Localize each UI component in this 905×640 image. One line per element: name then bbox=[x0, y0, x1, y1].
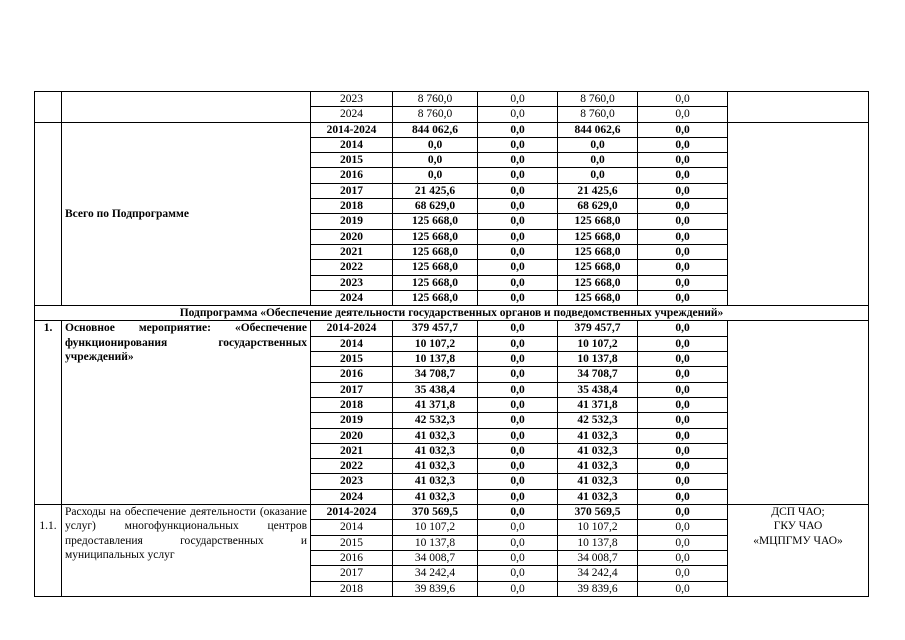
total-cell: 35 438,4 bbox=[393, 382, 478, 397]
regional-cell: 125 668,0 bbox=[558, 244, 638, 259]
federal-cell: 0,0 bbox=[478, 199, 558, 214]
regional-cell: 41 032,3 bbox=[558, 443, 638, 458]
regional-cell: 41 032,3 bbox=[558, 489, 638, 504]
other-cell: 0,0 bbox=[638, 122, 728, 137]
year-cell: 2017 bbox=[311, 566, 393, 581]
total-cell: 0,0 bbox=[393, 153, 478, 168]
federal-cell: 0,0 bbox=[478, 428, 558, 443]
federal-cell: 0,0 bbox=[478, 489, 558, 504]
federal-cell: 0,0 bbox=[478, 168, 558, 183]
federal-cell: 0,0 bbox=[478, 107, 558, 122]
federal-cell: 0,0 bbox=[478, 535, 558, 550]
federal-cell: 0,0 bbox=[478, 229, 558, 244]
year-cell: 2018 bbox=[311, 397, 393, 412]
regional-cell: 68 629,0 bbox=[558, 199, 638, 214]
total-cell: 41 032,3 bbox=[393, 474, 478, 489]
responsible-line: «МЦПГМУ ЧАО» bbox=[753, 534, 843, 547]
year-cell: 2016 bbox=[311, 168, 393, 183]
year-cell: 2015 bbox=[311, 153, 393, 168]
other-cell: 0,0 bbox=[638, 168, 728, 183]
total-cell: 34 008,7 bbox=[393, 550, 478, 565]
federal-cell: 0,0 bbox=[478, 214, 558, 229]
year-cell: 2014 bbox=[311, 137, 393, 152]
other-cell: 0,0 bbox=[638, 107, 728, 122]
other-cell: 0,0 bbox=[638, 229, 728, 244]
federal-cell: 0,0 bbox=[478, 153, 558, 168]
year-cell: 2023 bbox=[311, 474, 393, 489]
regional-cell: 41 371,8 bbox=[558, 397, 638, 412]
responsible-cell bbox=[728, 505, 869, 597]
other-cell: 0,0 bbox=[638, 505, 728, 520]
federal-cell: 0,0 bbox=[478, 122, 558, 137]
federal-cell: 0,0 bbox=[478, 137, 558, 152]
activity-number: 1. bbox=[35, 321, 62, 505]
total-cell: 34 708,7 bbox=[393, 367, 478, 382]
federal-cell: 0,0 bbox=[478, 520, 558, 535]
total-cell: 21 425,6 bbox=[393, 183, 478, 198]
section-row bbox=[35, 306, 869, 321]
table-row bbox=[35, 122, 869, 137]
regional-cell: 844 062,6 bbox=[558, 122, 638, 137]
federal-cell: 0,0 bbox=[478, 183, 558, 198]
year-cell: 2020 bbox=[311, 229, 393, 244]
year-cell: 2015 bbox=[311, 535, 393, 550]
other-cell: 0,0 bbox=[638, 474, 728, 489]
number-cell bbox=[35, 92, 62, 123]
total-cell: 68 629,0 bbox=[393, 199, 478, 214]
other-cell: 0,0 bbox=[638, 290, 728, 305]
regional-cell: 125 668,0 bbox=[558, 290, 638, 305]
total-cell: 370 569,5 bbox=[393, 505, 478, 520]
total-cell: 379 457,7 bbox=[393, 321, 478, 336]
regional-cell: 39 839,6 bbox=[558, 581, 638, 596]
other-cell: 0,0 bbox=[638, 382, 728, 397]
year-cell: 2019 bbox=[311, 413, 393, 428]
federal-cell: 0,0 bbox=[478, 92, 558, 107]
total-cell: 10 137,8 bbox=[393, 352, 478, 367]
year-cell: 2014 bbox=[311, 336, 393, 351]
other-cell: 0,0 bbox=[638, 566, 728, 581]
regional-cell: 0,0 bbox=[558, 137, 638, 152]
responsible-cell bbox=[728, 321, 869, 505]
other-cell: 0,0 bbox=[638, 199, 728, 214]
federal-cell: 0,0 bbox=[478, 443, 558, 458]
year-cell: 2018 bbox=[311, 581, 393, 596]
federal-cell: 0,0 bbox=[478, 260, 558, 275]
year-cell: 2024 bbox=[311, 489, 393, 504]
federal-cell: 0,0 bbox=[478, 459, 558, 474]
regional-cell: 379 457,7 bbox=[558, 321, 638, 336]
year-cell: 2021 bbox=[311, 244, 393, 259]
section-title: Подпрограмма «Обеспечение деятельности государственных органов и подведомственных учреждений» bbox=[35, 306, 869, 321]
regional-cell: 0,0 bbox=[558, 168, 638, 183]
federal-cell: 0,0 bbox=[478, 413, 558, 428]
table-row bbox=[35, 92, 869, 107]
regional-cell: 125 668,0 bbox=[558, 260, 638, 275]
federal-cell: 0,0 bbox=[478, 550, 558, 565]
responsible-cell bbox=[728, 92, 869, 123]
other-cell: 0,0 bbox=[638, 489, 728, 504]
federal-cell: 0,0 bbox=[478, 474, 558, 489]
total-cell: 41 032,3 bbox=[393, 428, 478, 443]
total-cell: 42 532,3 bbox=[393, 413, 478, 428]
federal-cell: 0,0 bbox=[478, 275, 558, 290]
total-cell: 125 668,0 bbox=[393, 244, 478, 259]
other-cell: 0,0 bbox=[638, 321, 728, 336]
total-cell: 844 062,6 bbox=[393, 122, 478, 137]
total-cell: 41 032,3 bbox=[393, 489, 478, 504]
year-cell: 2014-2024 bbox=[311, 122, 393, 137]
year-cell: 2024 bbox=[311, 107, 393, 122]
total-cell: 125 668,0 bbox=[393, 260, 478, 275]
year-cell: 2016 bbox=[311, 367, 393, 382]
regional-cell: 8 760,0 bbox=[558, 107, 638, 122]
year-cell: 2014 bbox=[311, 520, 393, 535]
other-cell: 0,0 bbox=[638, 535, 728, 550]
table-row bbox=[35, 505, 869, 520]
federal-cell: 0,0 bbox=[478, 505, 558, 520]
federal-cell: 0,0 bbox=[478, 336, 558, 351]
regional-cell: 41 032,3 bbox=[558, 428, 638, 443]
year-cell: 2023 bbox=[311, 275, 393, 290]
federal-cell: 0,0 bbox=[478, 367, 558, 382]
regional-cell: 34 008,7 bbox=[558, 550, 638, 565]
regional-cell: 0,0 bbox=[558, 153, 638, 168]
total-cell: 34 242,4 bbox=[393, 566, 478, 581]
total-cell: 125 668,0 bbox=[393, 275, 478, 290]
other-cell: 0,0 bbox=[638, 244, 728, 259]
total-cell: 0,0 bbox=[393, 168, 478, 183]
year-cell: 2015 bbox=[311, 352, 393, 367]
other-cell: 0,0 bbox=[638, 214, 728, 229]
regional-cell: 10 137,8 bbox=[558, 535, 638, 550]
other-cell: 0,0 bbox=[638, 550, 728, 565]
total-cell: 125 668,0 bbox=[393, 229, 478, 244]
regional-cell: 370 569,5 bbox=[558, 505, 638, 520]
activity-number: 1.1. bbox=[35, 505, 62, 597]
regional-cell: 125 668,0 bbox=[558, 214, 638, 229]
year-cell: 2016 bbox=[311, 550, 393, 565]
total-cell: 8 760,0 bbox=[393, 107, 478, 122]
other-cell: 0,0 bbox=[638, 428, 728, 443]
year-cell: 2022 bbox=[311, 459, 393, 474]
year-cell: 2019 bbox=[311, 214, 393, 229]
other-cell: 0,0 bbox=[638, 153, 728, 168]
table-body bbox=[35, 92, 869, 597]
number-cell bbox=[35, 122, 62, 306]
other-cell: 0,0 bbox=[638, 397, 728, 412]
regional-cell: 10 107,2 bbox=[558, 520, 638, 535]
year-cell: 2020 bbox=[311, 428, 393, 443]
regional-cell: 34 242,4 bbox=[558, 566, 638, 581]
other-cell: 0,0 bbox=[638, 443, 728, 458]
federal-cell: 0,0 bbox=[478, 290, 558, 305]
total-cell: 8 760,0 bbox=[393, 92, 478, 107]
budget-table bbox=[34, 91, 869, 597]
federal-cell: 0,0 bbox=[478, 382, 558, 397]
other-cell: 0,0 bbox=[638, 275, 728, 290]
year-cell: 2021 bbox=[311, 443, 393, 458]
total-cell: 41 032,3 bbox=[393, 443, 478, 458]
federal-cell: 0,0 bbox=[478, 581, 558, 596]
other-cell: 0,0 bbox=[638, 137, 728, 152]
responsible-line: ГКУ ЧАО bbox=[773, 520, 823, 533]
regional-cell: 10 137,8 bbox=[558, 352, 638, 367]
year-cell: 2017 bbox=[311, 183, 393, 198]
year-cell: 2017 bbox=[311, 382, 393, 397]
total-cell: 10 107,2 bbox=[393, 520, 478, 535]
regional-cell: 125 668,0 bbox=[558, 275, 638, 290]
other-cell: 0,0 bbox=[638, 260, 728, 275]
other-cell: 0,0 bbox=[638, 183, 728, 198]
description-cell bbox=[62, 92, 311, 123]
federal-cell: 0,0 bbox=[478, 321, 558, 336]
regional-cell: 125 668,0 bbox=[558, 229, 638, 244]
federal-cell: 0,0 bbox=[478, 244, 558, 259]
regional-cell: 8 760,0 bbox=[558, 92, 638, 107]
total-cell: 41 371,8 bbox=[393, 397, 478, 412]
other-cell: 0,0 bbox=[638, 413, 728, 428]
other-cell: 0,0 bbox=[638, 581, 728, 596]
total-cell: 125 668,0 bbox=[393, 290, 478, 305]
regional-cell: 35 438,4 bbox=[558, 382, 638, 397]
year-cell: 2014-2024 bbox=[311, 505, 393, 520]
year-cell: 2022 bbox=[311, 260, 393, 275]
regional-cell: 41 032,3 bbox=[558, 459, 638, 474]
responsible-line: ДСП ЧАО; bbox=[771, 506, 825, 519]
year-cell: 2018 bbox=[311, 199, 393, 214]
regional-cell: 42 532,3 bbox=[558, 413, 638, 428]
activity-label: Основное мероприятие: «Обеспечение функционирования государственных учреждений» bbox=[62, 321, 311, 505]
regional-cell: 21 425,6 bbox=[558, 183, 638, 198]
other-cell: 0,0 bbox=[638, 459, 728, 474]
other-cell: 0,0 bbox=[638, 352, 728, 367]
other-cell: 0,0 bbox=[638, 520, 728, 535]
federal-cell: 0,0 bbox=[478, 397, 558, 412]
year-cell: 2023 bbox=[311, 92, 393, 107]
table-row bbox=[35, 321, 869, 336]
federal-cell: 0,0 bbox=[478, 566, 558, 581]
federal-cell: 0,0 bbox=[478, 352, 558, 367]
activity-label: Расходы на обеспечение деятельности (оказание услуг) многофункциональных центров предоставления государственных и муниципальных услуг bbox=[62, 505, 311, 597]
other-cell: 0,0 bbox=[638, 92, 728, 107]
total-cell: 41 032,3 bbox=[393, 459, 478, 474]
other-cell: 0,0 bbox=[638, 367, 728, 382]
responsible-cell bbox=[728, 122, 869, 306]
total-cell: 125 668,0 bbox=[393, 214, 478, 229]
total-cell: 39 839,6 bbox=[393, 581, 478, 596]
year-cell: 2014-2024 bbox=[311, 321, 393, 336]
total-cell: 10 107,2 bbox=[393, 336, 478, 351]
regional-cell: 41 032,3 bbox=[558, 474, 638, 489]
regional-cell: 34 708,7 bbox=[558, 367, 638, 382]
total-label: Всего по Подпрограмме bbox=[62, 122, 311, 306]
other-cell: 0,0 bbox=[638, 336, 728, 351]
regional-cell: 10 107,2 bbox=[558, 336, 638, 351]
total-cell: 0,0 bbox=[393, 137, 478, 152]
total-cell: 10 137,8 bbox=[393, 535, 478, 550]
year-cell: 2024 bbox=[311, 290, 393, 305]
